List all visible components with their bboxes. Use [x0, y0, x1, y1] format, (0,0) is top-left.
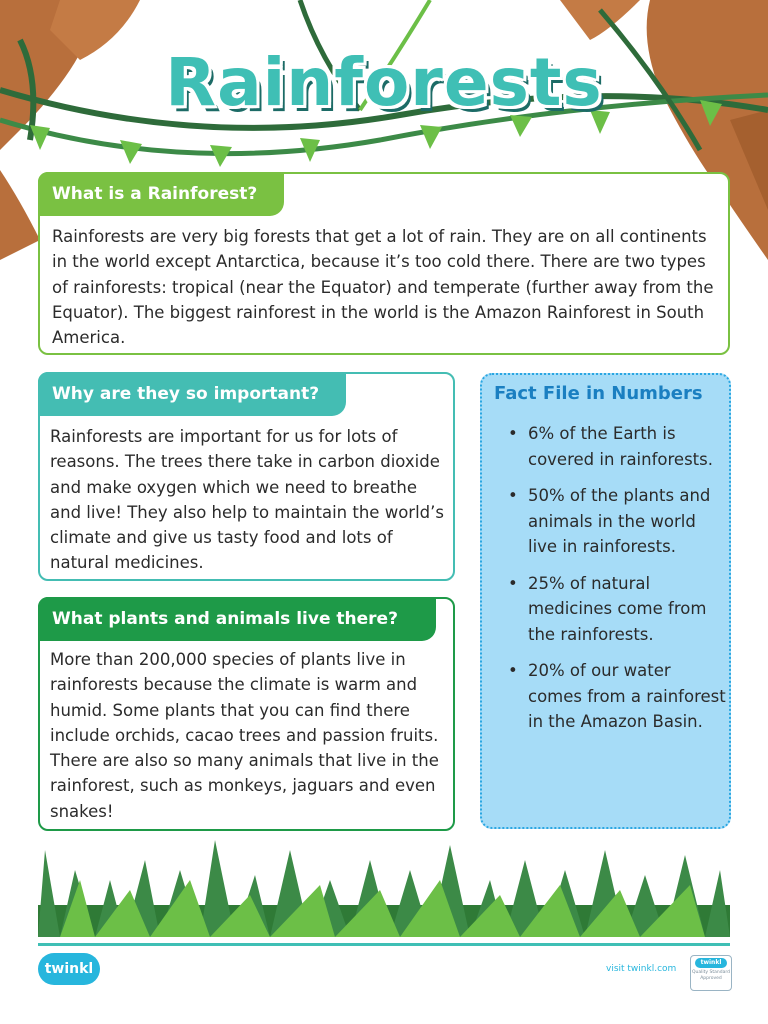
badge-text: Quality Standard Approved — [692, 970, 730, 981]
section-body: Rainforests are very big forests that get a lot of rain. They are on all continents in the world except Antarctica, because it’s too cold there. There are two types of rainforests: tropical (near the Equator) and temperate (further away from the Equator). The biggest rainforest in the world is the Amazon Rainforest in South America. — [52, 227, 714, 348]
section-heading: Why are they so important? — [38, 372, 346, 416]
bullet-icon: • — [508, 486, 518, 505]
section-heading: What plants and animals live there? — [38, 597, 436, 641]
bullet-icon: • — [508, 661, 518, 680]
badge-logo: twinkl — [695, 958, 727, 968]
page-title: Rainforests — [165, 44, 603, 121]
bullet-icon: • — [508, 573, 518, 593]
section-body: Rainforests are important for us for lots of reasons. The trees there take in carbon dioxide and make oxygen which we need to breathe and live! They also help to maintain the world’s climate and give us tasty food and lots of natural medicines. — [50, 427, 444, 573]
fact-file-heading: Fact File in Numbers — [494, 383, 703, 404]
footer-divider — [38, 943, 730, 946]
fact-item: • 20% of our water comes from a rainforest in the Amazon Basin. — [506, 658, 726, 735]
section-what-is-rainforest — [38, 172, 730, 355]
visit-link[interactable]: visit twinkl.com — [606, 964, 677, 974]
fact-item: • 25% of natural medicines come from the rainforests. — [506, 571, 726, 648]
section-why-important — [38, 372, 455, 581]
section-body: More than 200,000 species of plants live in rainforests because the climate is warm and humid. Some plants that you can find there include orchids, cacao trees and passion fruits. There are also so many animals that live in the rainforest, such as monkeys, jaguars and even snakes! — [50, 650, 439, 821]
section-plants-animals — [38, 597, 455, 831]
fact-file-panel — [480, 373, 731, 829]
section-heading: What is a Rainforest? — [38, 172, 284, 216]
bullet-icon: • — [508, 424, 518, 443]
fact-item: • 50% of the plants and animals in the world live in rainforests. — [506, 483, 726, 560]
twinkl-logo[interactable]: twinkl — [38, 953, 100, 985]
quality-badge-icon — [690, 955, 732, 991]
fact-list — [506, 421, 726, 746]
fact-item: • 6% of the Earth is covered in rainforests. — [506, 421, 726, 472]
